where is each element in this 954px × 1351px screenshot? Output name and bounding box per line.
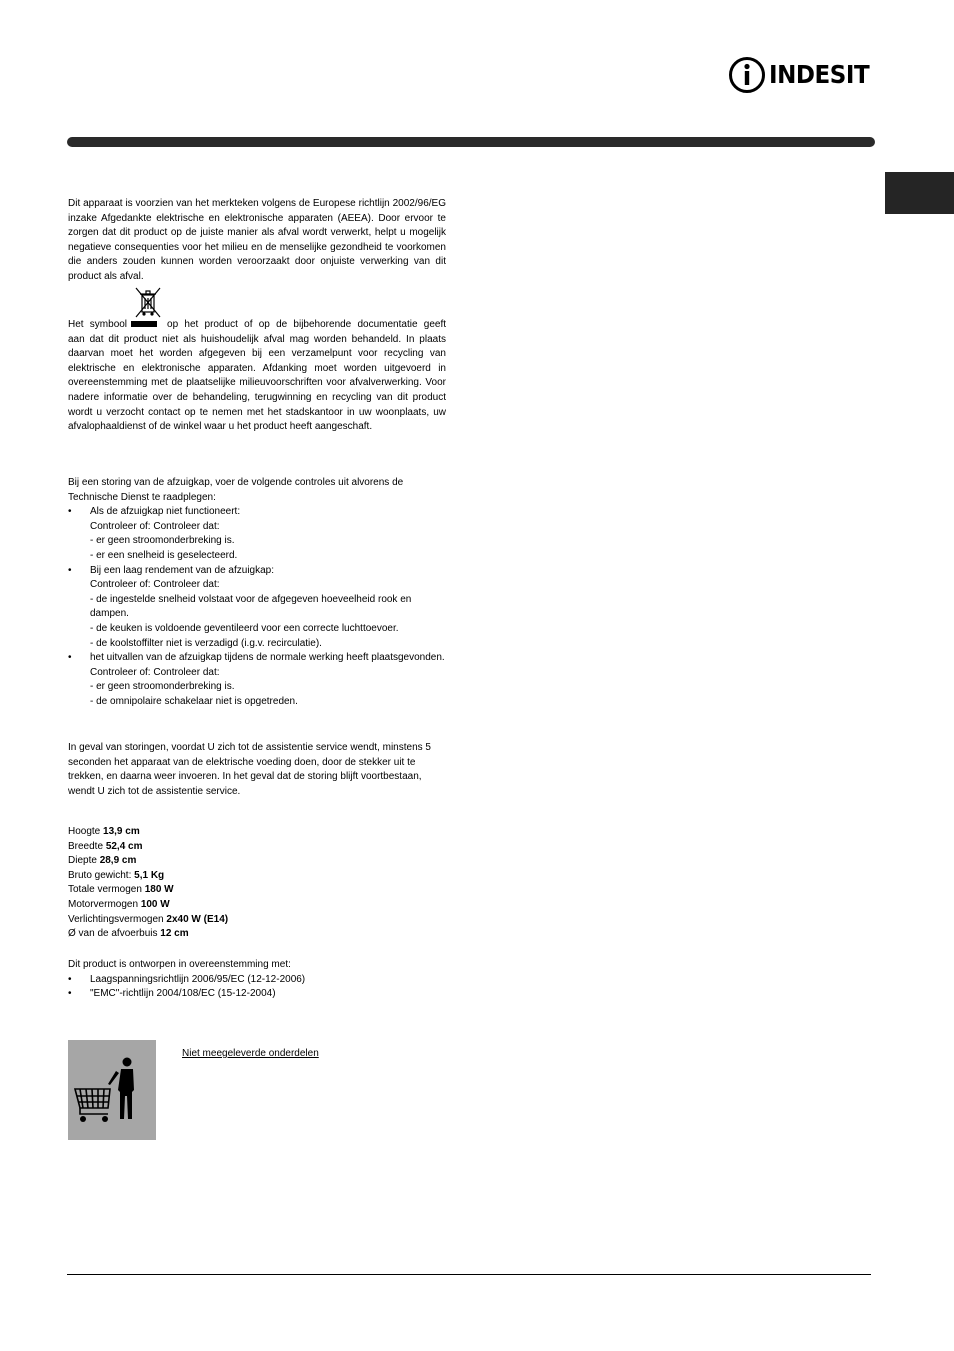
list-item: • Laagspanningsrichtlijn 2006/95/EC (12-12-2006) [68, 973, 446, 988]
spec-row: Breedte 52,4 cm [68, 840, 143, 852]
list-item: • Bij een laag rendement van de afzuigkap: Controleer of: Controleer dat: - de ingestelde snelheid volstaat voor de afgegeven hoeveelheid rook en dampen. - de keuken is voldoende geventileerd voor een correcte luchttoevoer. - de koolstoffilter niet is verzadigd (i.g.v. recirculatie). [68, 564, 446, 652]
compliance-section [68, 958, 446, 1002]
accessories-link[interactable]: Niet meegeleverde onderdelen [182, 1048, 319, 1059]
disposal-paragraph-rest: aan dat dit product niet als huishoudelijk afval mag worden behandeld. In plaats daarvan moet het worden afgegeven bij een verzamelpunt voor recycling van elektrische en elektronische apparaten. Afdanking moet worden uitgevoerd in overeenstemming met de plaatselijke milieuvoorschriften voor afvalverwerking. Voor nadere informatie over de behandeling, terugwinning en recycling van dit product wordt u verzocht contact op te nemen met het stadskantoor in uw woonplaats, uw afvalophaaldienst of de winkel waar u het product heeft aangeschaft. [68, 333, 446, 433]
troubleshooting-note: In geval van storingen, voordat U zich tot de assistentie service wendt, minstens 5 seconden het apparaat van de elektrische voeding doen, door de stekker uit te trekken, en daarna weer invoeren. In het geval dat de storing blijft voortbestaan, wendt U zich tot de assistentie service. [68, 742, 431, 797]
symbol-line [68, 318, 446, 333]
spec-row: Motorvermogen 100 W [68, 898, 170, 910]
shopping-cart-icon [68, 1040, 156, 1140]
disposal-symbol-section [68, 318, 446, 435]
troubleshooting-section [68, 476, 446, 710]
footer-rule [67, 1274, 871, 1275]
list-item: • het uitvallen van de afzuigkap tijdens de normale werking heeft plaatsgevonden. Controleer of: Controleer dat: - er geen stroomonderbreking is. - de omnipolaire schakelaar niet is opgetreden. [68, 651, 446, 709]
spec-row: Hoogte 13,9 cm [68, 826, 140, 837]
compliance-intro: Dit product is ontworpen in overeenstemming met: [68, 959, 291, 970]
spec-row: Diepte 28,9 cm [68, 855, 137, 867]
list-item: • Als de afzuigkap niet functioneert: Controleer of: Controleer dat: - er geen stroomonderbreking is. - er een snelheid is geselecteerd. [68, 505, 446, 563]
list-item: • "EMC"-richtlijn 2004/108/EC (15-12-2004) [68, 987, 446, 1002]
troubleshooting-intro: Bij een storing van de afzuigkap, voer de volgende controles uit alvorens de Technische Dienst te raadplegen: [68, 477, 404, 503]
indesit-logo-icon [728, 56, 766, 94]
header-divider-bar [67, 137, 875, 147]
spec-row: Totale vermogen 180 W [68, 884, 174, 896]
spec-row: Bruto gewicht: 5,1 Kg [68, 869, 165, 881]
language-tab [885, 172, 954, 214]
crossed-bin-icon [133, 286, 163, 320]
disposal-bar-icon [131, 321, 157, 327]
disposal-paragraph: Dit apparaat is voorzien van het merkteken volgens de Europese richtlijn 2002/96/EG inzake Afgedankte elektrische en elektronische apparaten (AEEA). Door ervoor te zorgen dat dit product op de juiste manier als afval wordt verwerkt, helpt u mogelijk negatieve consequenties voor het milieu en de menselijke gezondheid te voorkomen die anders zouden kunnen worden veroorzaakt door onjuiste verwerking van dit product als afval. [68, 198, 446, 282]
logo-wordmark: INDESIT [769, 59, 870, 89]
specs-list [68, 825, 446, 942]
spec-row: Ø van de afvoerbuis 12 cm [68, 928, 189, 940]
symbol-text-after: op het product of op de bijbehorende documentatie geeft [167, 319, 446, 330]
brand-logo [728, 55, 873, 95]
symbol-text-before: Het symbool [68, 319, 128, 330]
spec-row: Verlichtingsvermogen 2x40 W (E14) [68, 913, 229, 925]
troubleshooting-list [68, 505, 446, 709]
